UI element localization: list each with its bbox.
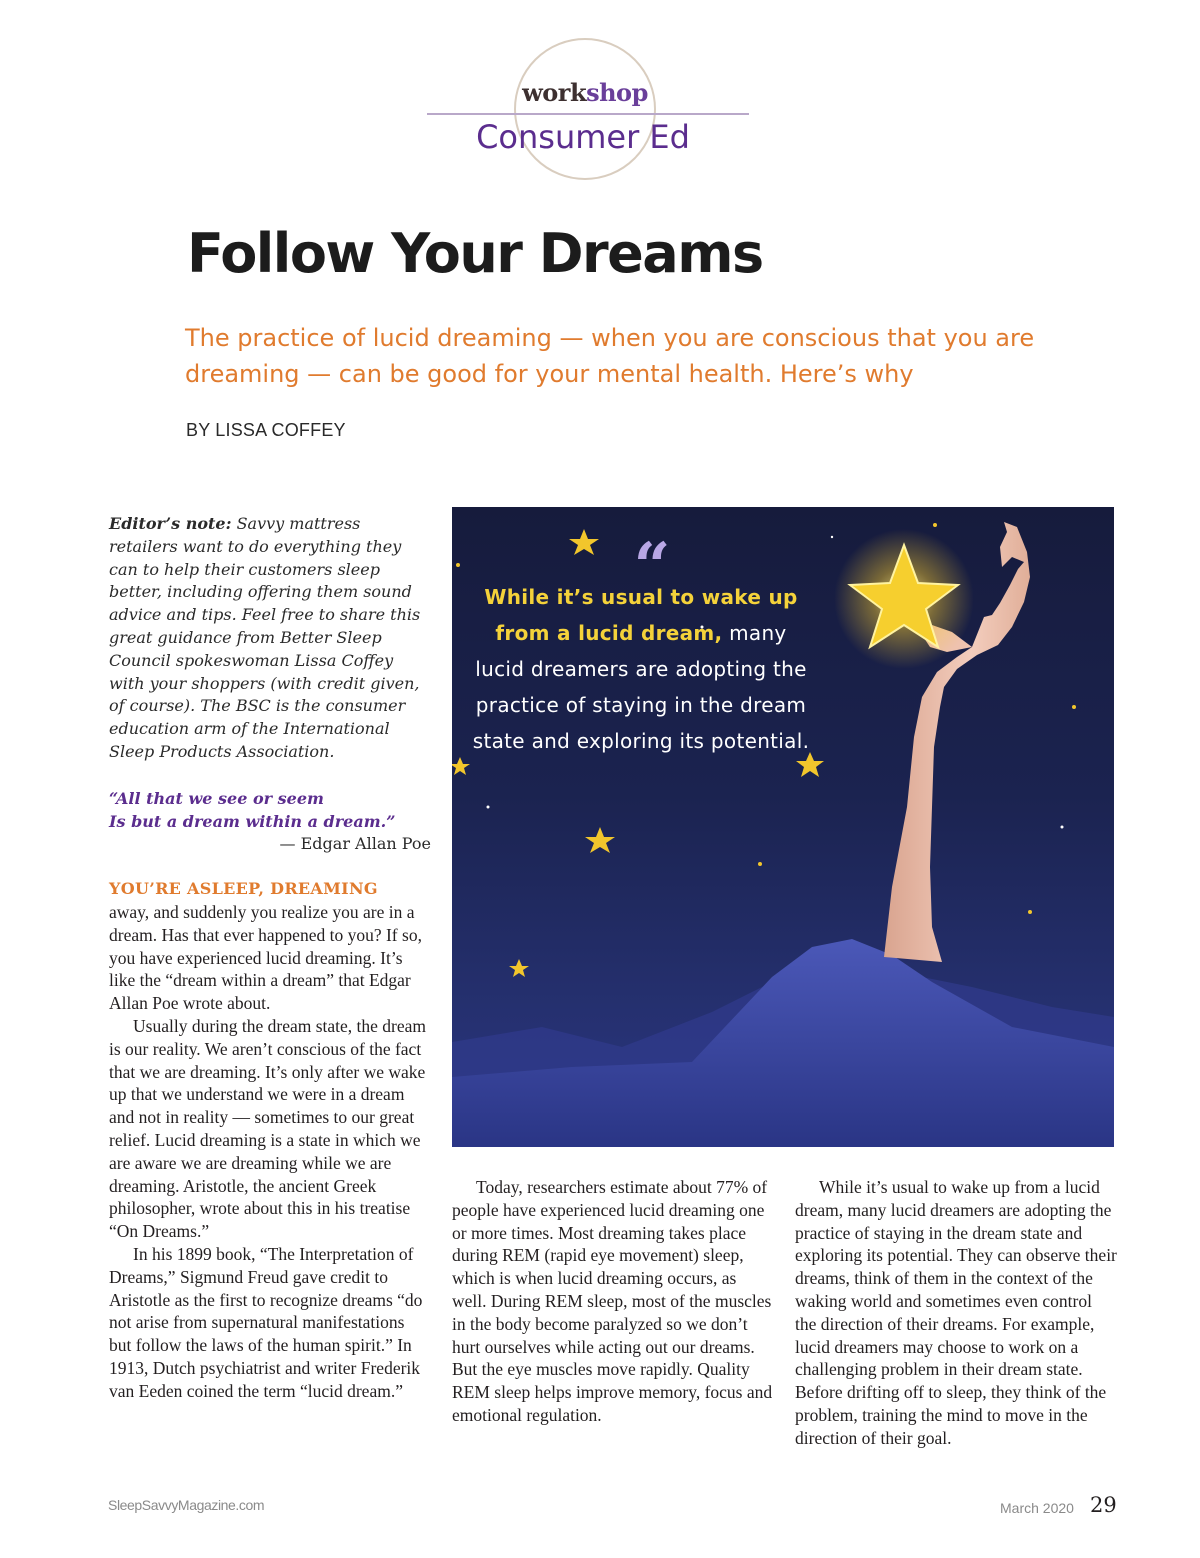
dream-illustration	[452, 507, 1114, 1147]
paragraph: While it’s usual to wake up from a lucid dream, many lucid dreamers are adopting the practice of staying in the dream state and exploring its potential. They can observe their dreams, think of them in the context of the waking world and sometimes even control the direction of their dreams. For example, lucid dreamers may choose to work on a challenging problem in their dream state. Before drifting off to sleep, they think of the problem, training the mind to move in the direction of their goal.	[795, 1177, 1117, 1448]
left-column	[109, 513, 431, 1402]
quote-mark-icon: “	[633, 529, 671, 604]
pull-quote-highlight: While it’s usual to wake up from a lucid dream,	[484, 585, 798, 645]
pull-quote	[472, 579, 810, 759]
workshop-label	[490, 78, 680, 107]
body-column-1	[109, 901, 431, 1403]
paragraph: In his 1899 book, “The Interpretation of Dreams,” Sigmund Freud gave credit to Aristotle as the first to recognize dreams “do not arise from supernatural manifestations but follow the laws of the human spirit.” In 1913, Dutch psychiatrist and writer Frederik van Eeden coined the term “lucid dream.”	[109, 1243, 423, 1401]
lead-in: YOU’RE ASLEEP, DREAMING	[109, 879, 378, 899]
epigraph	[109, 788, 431, 834]
editors-note-text: Savvy mattress retailers want to do everything they can to help their customers sleep better, including offering them sound advice and tips. Feel free to share this great guidance from Better Sleep Council spokeswoman Lissa Coffey with your shoppers (with credit given, of course). The BSC is the consumer education arm of the International Sleep Products Association.	[109, 514, 421, 761]
section-name: Consumer Ed	[476, 118, 690, 156]
body-column-2	[452, 1176, 774, 1427]
section-badge-circle	[514, 38, 656, 180]
editors-note-label: Editor’s note:	[109, 514, 232, 533]
epigraph-line-2: Is but a dream within a dream.”	[109, 811, 396, 831]
epigraph-attribution: — Edgar Allan Poe	[279, 834, 431, 854]
footer-date: March 2020	[1000, 1500, 1074, 1516]
paragraph: Usually during the dream state, the dream is our reality. We aren’t conscious of the fact that we are dreaming. It’s only after we wake up that we understand we were in a dream and not in reality — sometimes to our great relief. Lucid dreaming is a state in which we are aware we are dreaming while we are dreaming. Aristotle, the ancient Greek philosopher, wrote about this in his treatise “On Dreams.”	[109, 1015, 427, 1242]
article-deck: The practice of lucid dreaming — when you are conscious that you are dreaming — can be good for your mental health. Here’s why	[185, 324, 1035, 388]
workshop-label-part2: shop	[586, 78, 648, 107]
paragraph: Today, researchers estimate about 77% of people have experienced lucid dreaming one or more times. Most dreaming takes place during REM (rapid eye movement) sleep, which is when lucid dreaming occurs, as well. During REM sleep, most of the muscles in the body become paralyzed so we don’t hurt ourselves while acting out our dreams. But the eye muscles move rapidly. Quality REM sleep helps improve memory, focus and emotional regulation.	[452, 1177, 773, 1425]
workshop-label-part1: work	[522, 78, 587, 107]
editors-note	[109, 513, 431, 764]
paragraph: away, and suddenly you realize you are in a dream. Has that ever happened to you? If so, you have experienced lucid dreaming. It’s like the “dream within a dream” that Edgar Allan Poe wrote about.	[109, 901, 422, 1014]
page-number: 29	[1090, 1493, 1117, 1517]
footer-site: SleepSavvyMagazine.com	[108, 1497, 265, 1513]
byline: BY LISSA COFFEY	[186, 420, 346, 440]
body-column-3	[795, 1176, 1117, 1450]
pull-quote-rest: many lucid dreamers are adopting the practice of staying in the dream state and exploring its potential.	[472, 621, 810, 753]
article-title: Follow Your Dreams	[187, 222, 763, 285]
section-rule	[427, 113, 749, 115]
epigraph-line-1: “All that we see or seem	[109, 788, 324, 808]
